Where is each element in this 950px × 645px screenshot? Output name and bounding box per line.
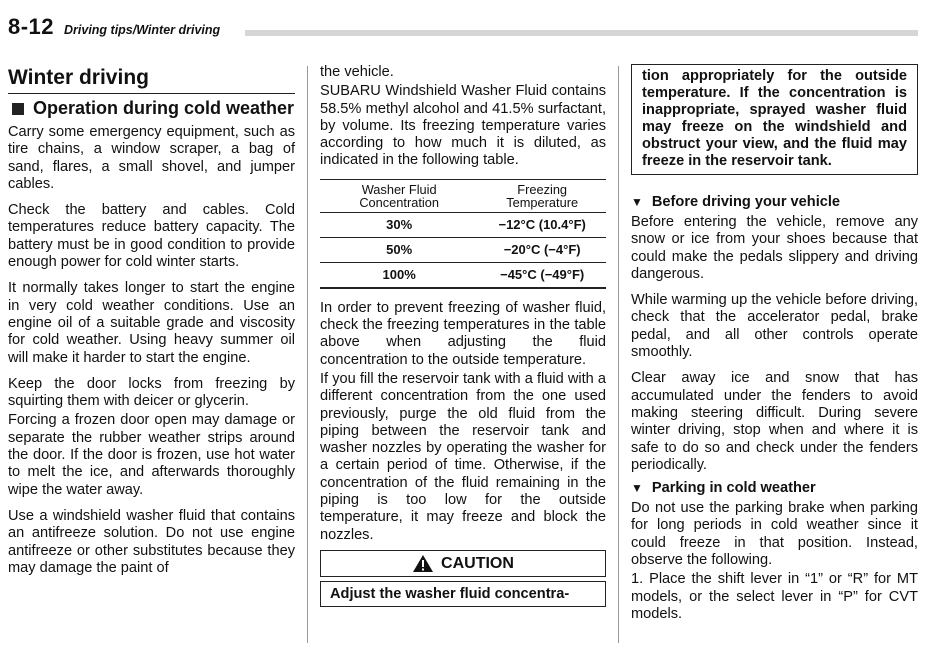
page-header xyxy=(8,14,918,40)
page-number: 8-12 xyxy=(8,14,55,39)
caution-label: CAUTION xyxy=(441,554,514,572)
paragraph: It normally takes longer to start the engine in very cold weather conditions. Use an engine oil of a suitable grade and viscosity for cold weather. Using heavy summer oil will make it harder to start the engine. xyxy=(8,280,295,366)
freezing-temperature-table xyxy=(320,179,606,289)
table-cell: 30% xyxy=(320,212,478,237)
column-divider xyxy=(307,66,308,643)
intro-paragraph: SUBARU Windshield Washer Fluid contains 58.5% methyl alcohol and 41.5% surfactant, by volume. Its freezing temperature varies according to how much it is diluted, as indicated in the following table. xyxy=(320,83,606,169)
caution-text: Adjust the washer fluid concentra- xyxy=(320,581,606,607)
list-item: 1. Place the shift lever in “1” or “R” for MT models, or the select lever in “P” for CVT models. xyxy=(631,571,918,622)
continued-text: the vehicle. xyxy=(320,64,394,80)
table-row xyxy=(320,212,606,237)
before-driving-heading-text: Before driving your vehicle xyxy=(651,194,841,210)
parking-heading-text: Parking in cold weather xyxy=(651,480,816,497)
header-title: Driving tips/Winter driving xyxy=(64,23,221,37)
caution-continued: tion appropriately for the outside temperature. If the concentration is inappropriate, sprayed washer fluid may freeze on the windshield and obstruct your view, and the fluid may freeze in the reservoir tank. xyxy=(631,64,918,175)
subsection-title-text: Operation during cold weather xyxy=(33,98,295,118)
table-header-temperature: Freezing Temperature xyxy=(478,179,606,212)
column-3 xyxy=(631,64,918,623)
paragraph: Before entering the vehicle, remove any snow or ice from your shoes because that could make the pedals slippery and driving dangerous. xyxy=(631,214,918,282)
triangle-down-icon: ▼ xyxy=(631,481,643,496)
column-2 xyxy=(320,64,606,607)
square-bullet-icon xyxy=(12,103,24,115)
table-header-concentration: Washer Fluid Concentration xyxy=(320,179,478,212)
table-row xyxy=(320,262,606,288)
paragraph: In order to prevent freezing of washer fluid, check the freezing temperatures in the table above when adjusting the fluid concentration to the outside temperature. xyxy=(320,299,606,368)
before-driving-heading xyxy=(631,194,918,211)
paragraph: Do not use the parking brake when parking for long periods in cold weather since it could freeze in that position. Instead, observe the following. xyxy=(631,500,918,569)
section-title: Winter driving xyxy=(8,64,295,94)
triangle-down-icon: ▼ xyxy=(631,195,643,209)
paragraph: If you fill the reservoir tank with a fluid with a different concentration from the one used previously, purge the old fluid from the piping between the reservoir tank and washer nozzles by operating the washer for a certain period of time. Otherwise, if the concentration of the fluid remaining in the piping is too low for the outside temperature, it may freeze and block the nozzles. xyxy=(320,370,606,543)
paragraph: Keep the door locks from freezing by squirting them with deicer or glycerin. xyxy=(8,375,295,410)
header-rule xyxy=(245,30,918,36)
table-cell: −12°C (10.4°F) xyxy=(478,212,606,237)
table-row xyxy=(320,237,606,262)
warning-triangle-icon xyxy=(412,554,434,573)
table-cell: −20°C (−4°F) xyxy=(478,237,606,262)
subsection-title xyxy=(8,99,295,118)
caution-header xyxy=(320,550,606,577)
paragraph: Clear away ice and snow that has accumulated under the fenders to avoid making steering difficult. During severe winter driving, stop when and where it is safe to do so and check under the fenders periodically. xyxy=(631,370,918,473)
table-cell: 100% xyxy=(320,262,478,288)
paragraph: Check the battery and cables. Cold temperatures reduce battery capacity. The battery must be in good condition to provide enough power for cold winter starts. xyxy=(8,202,295,271)
column-divider xyxy=(618,66,619,643)
paragraph: Forcing a frozen door open may damage or separate the rubber weather strips around the door. If the door is frozen, use hot water to melt the ice, and afterwards thoroughly wipe the water away. xyxy=(8,412,295,498)
paragraph: Carry some emergency equipment, such as tire chains, a window scraper, a bag of sand, flares, a small shovel, and jumper cables. xyxy=(8,124,295,192)
paragraph: Use a windshield washer fluid that contains an antifreeze solution. Do not use engine antifreeze or other substitutes because they may damage the paint of xyxy=(8,507,295,576)
parking-heading xyxy=(631,480,918,497)
paragraph: While warming up the vehicle before driving, check that the accelerator pedal, brake pedal, and all other controls operate smoothly. xyxy=(631,292,918,361)
table-header-row xyxy=(320,179,606,212)
table-cell: 50% xyxy=(320,237,478,262)
column-1 xyxy=(8,64,295,586)
table-cell: −45°C (−49°F) xyxy=(478,262,606,288)
